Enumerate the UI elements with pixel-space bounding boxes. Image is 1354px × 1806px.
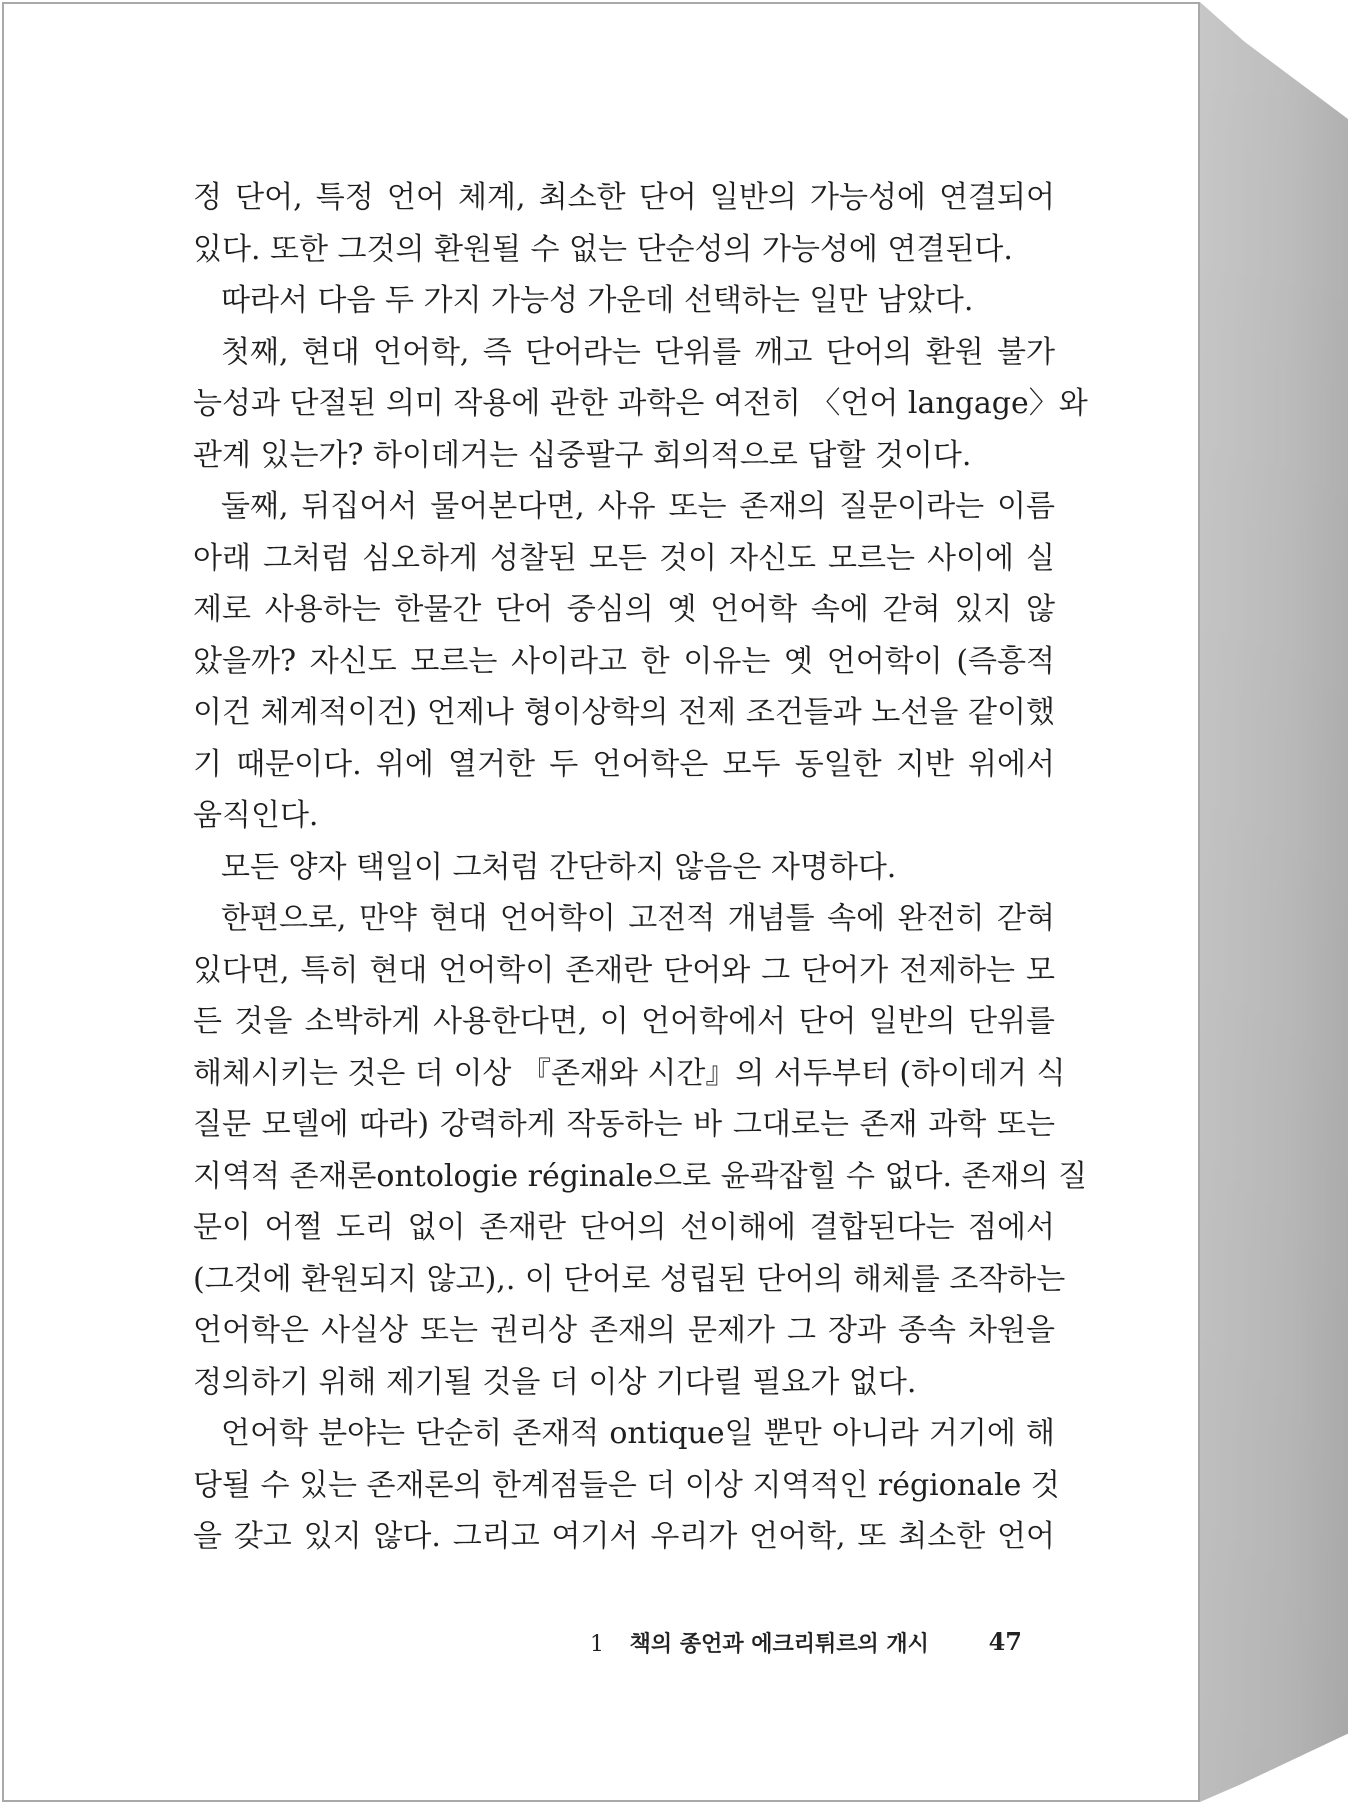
text-line: 든 것을 소박하게 사용한다면, 이 언어학에서 단어 일반의 단위를 [193, 1004, 1055, 1039]
text-line: 관계 있는가? 하이데거는 십중팔구 회의적으로 답할 것이다. [193, 437, 972, 473]
text-line: 지역적 존재론ontologie réginale으로 윤곽잡힐 수 없다. 존재의 질 [193, 1158, 1088, 1194]
text-line: 제로 사용하는 한물간 단어 중심의 옛 언어학 속에 갇혀 있지 않 [193, 592, 1055, 627]
text-line: 이건 체계적이건) 언제나 형이상학의 전제 조건들과 노선을 같이했 [193, 695, 1055, 730]
text-line: 따라서 다음 두 가지 가능성 가운데 선택하는 일만 남았다. [221, 283, 974, 318]
body-text [193, 172, 1088, 1563]
text-line: 모든 양자 택일이 그처럼 간단하지 않음은 자명하다. [221, 849, 897, 885]
text-line: 있다. 또한 그것의 환원될 수 없는 단순성의 가능성에 연결된다. [193, 231, 1013, 267]
text-line: 언어학은 사실상 또는 권리상 존재의 문제가 그 장과 종속 차원을 [193, 1313, 1055, 1348]
text-line: 기 때문이다. 위에 열거한 두 언어학은 모두 동일한 지반 위에서 [193, 746, 1055, 782]
footer-chapter-number: 1 [590, 1632, 604, 1657]
text-line: 한편으로, 만약 현대 언어학이 고전적 개념틀 속에 완전히 갇혀 [221, 901, 1055, 936]
text-line: 았을까? 자신도 모르는 사이라고 한 이유는 옛 언어학이 (즉흥적 [193, 643, 1055, 679]
text-line: 움직인다. [193, 798, 319, 833]
footer-chapter-title: 책의 종언과 에크리튀르의 개시 [629, 1631, 929, 1657]
text-line: 능성과 단절된 의미 작용에 관한 과학은 여전히 〈언어 langage〉와 [193, 386, 1088, 421]
text-line: 언어학 분야는 단순히 존재적 ontique일 뿐만 아니라 거기에 해 [221, 1416, 1055, 1451]
text-line: 정 단어, 특정 언어 체계, 최소한 단어 일반의 가능성에 연결되어 [193, 180, 1055, 215]
text-line: 아래 그처럼 심오하게 성찰된 모든 것이 자신도 모르는 사이에 실 [193, 540, 1055, 576]
text-line: 둘째, 뒤집어서 물어본다면, 사유 또는 존재의 질문이라는 이름 [221, 489, 1055, 524]
running-footer [590, 1627, 1022, 1658]
text-line: 당될 수 있는 존재론의 한계점들은 더 이상 지역적인 régionale 것 [193, 1467, 1060, 1503]
footer-page-number: 47 [988, 1627, 1022, 1656]
text-line: 첫째, 현대 언어학, 즉 단어라는 단위를 깨고 단어의 환원 불가 [221, 334, 1055, 370]
page-edge-shade [1200, 2, 1348, 1802]
text-line: 해체시키는 것은 더 이상 『존재와 시간』의 서두부터 (하이데거 식 [193, 1055, 1066, 1091]
text-line: 을 갖고 있지 않다. 그리고 여기서 우리가 언어학, 또 최소한 언어 [193, 1519, 1055, 1554]
text-line: 질문 모델에 따라) 강력하게 작동하는 바 그대로는 존재 과학 또는 [193, 1107, 1055, 1142]
text-line: 정의하기 위해 제기될 것을 더 이상 기다릴 필요가 없다. [193, 1364, 917, 1400]
text-line: 있다면, 특히 현대 언어학이 존재란 단어와 그 단어가 전제하는 모 [193, 952, 1055, 988]
text-line: (그것에 환원되지 않고),. 이 단어로 성립된 단어의 해체를 조작하는 [193, 1261, 1066, 1297]
text-line: 문이 어쩔 도리 없이 존재란 단어의 선이해에 결합된다는 점에서 [193, 1210, 1055, 1245]
